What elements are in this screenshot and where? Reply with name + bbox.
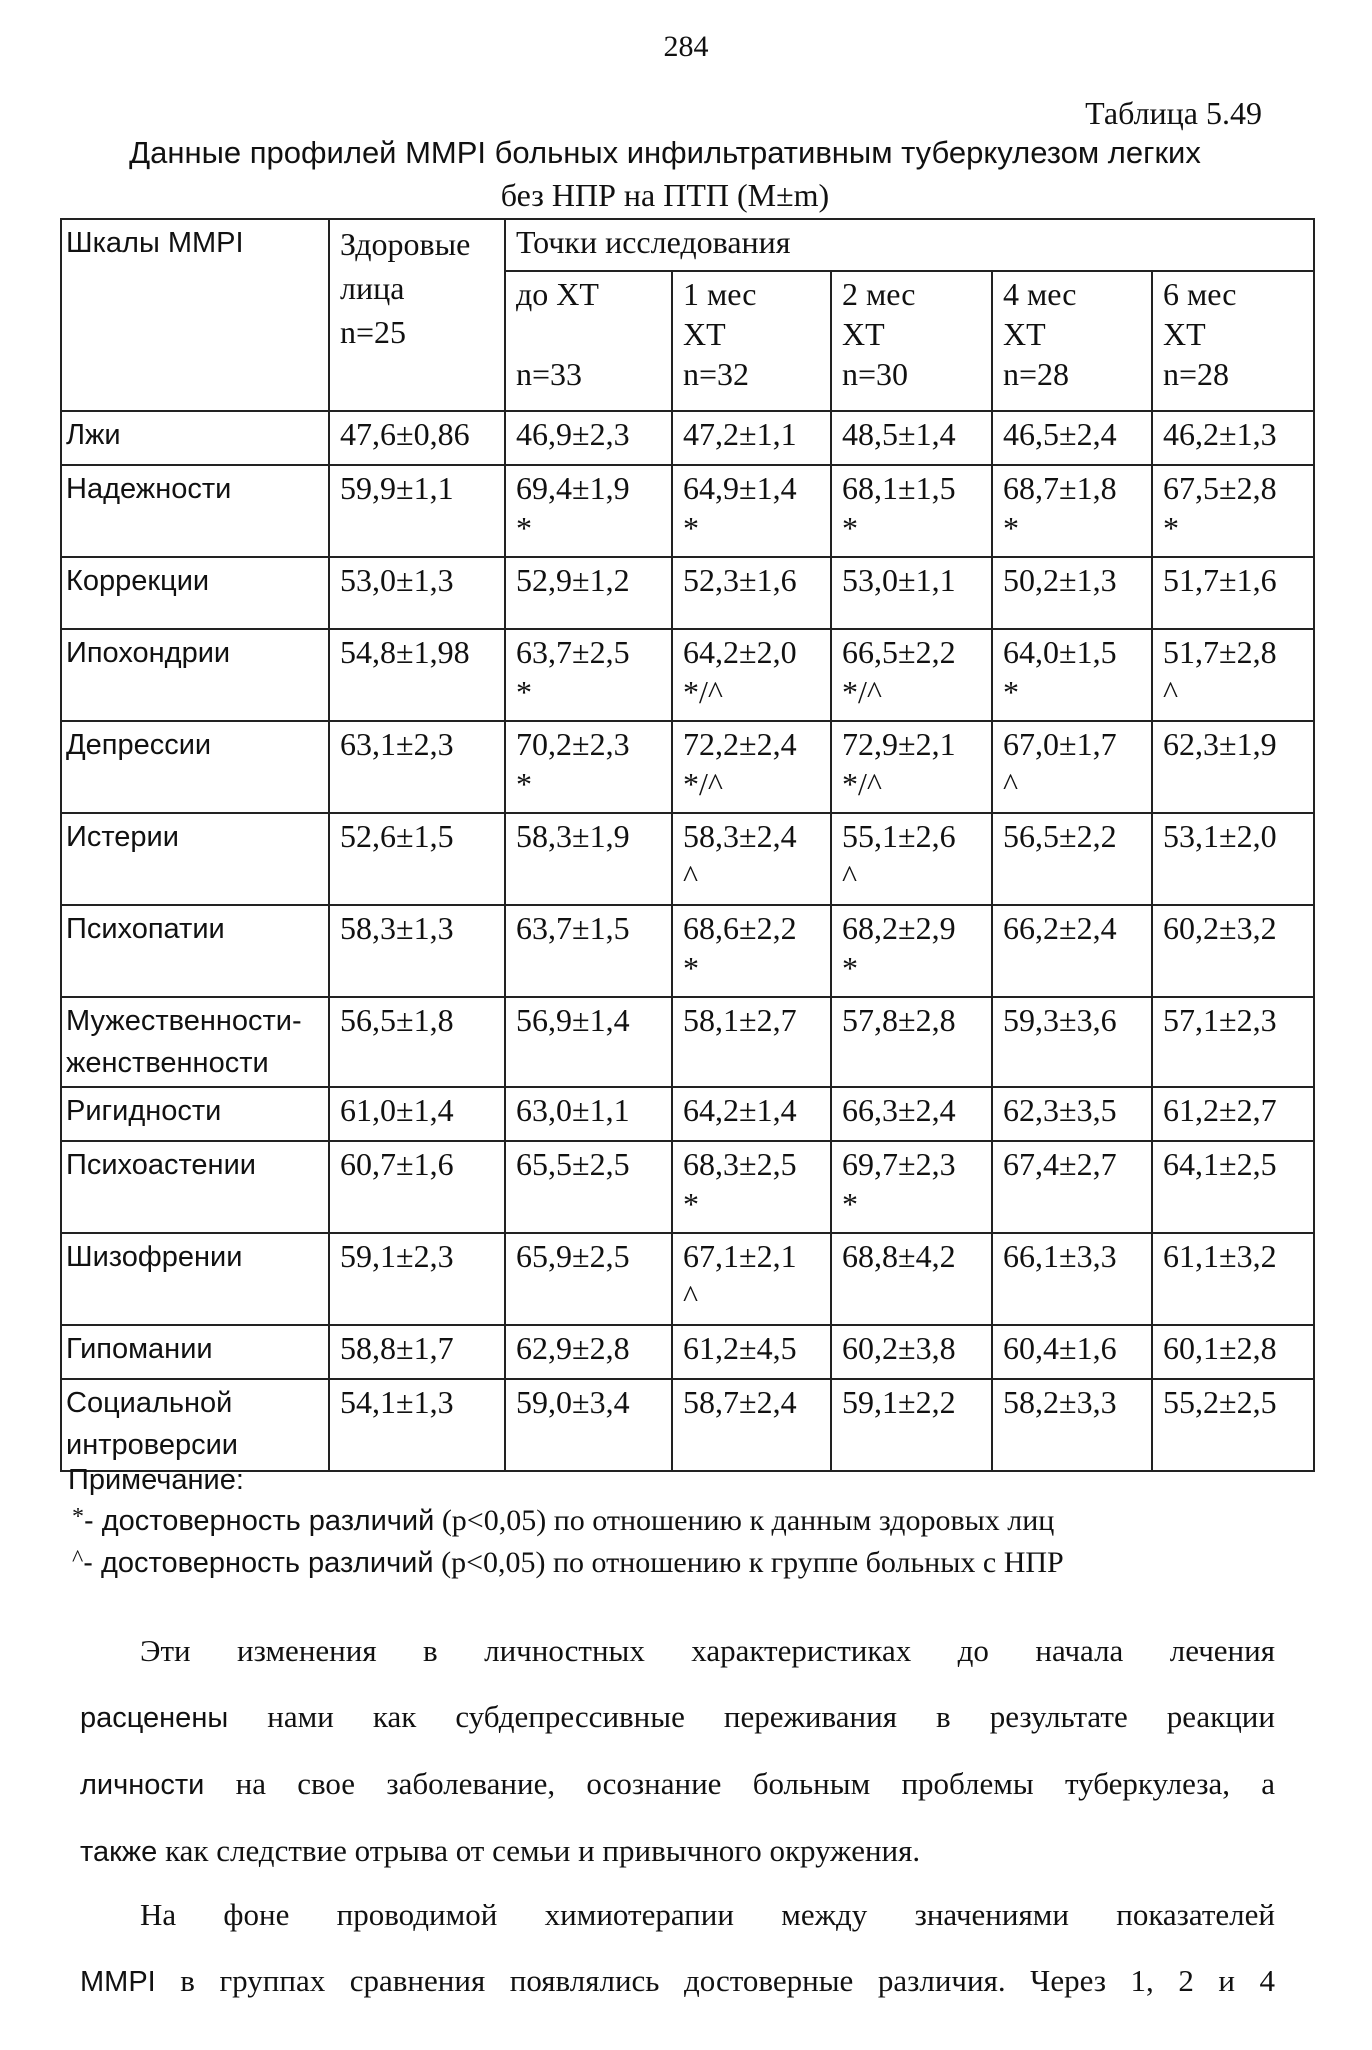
table-cell — [831, 1379, 992, 1471]
cell-value: 59,3±3,6 — [1003, 1002, 1117, 1038]
header-col-1m-label — [683, 274, 822, 314]
table-cell — [329, 905, 505, 997]
table-cell — [831, 557, 992, 629]
table-cell — [672, 813, 831, 905]
p2-word-b: MMPI — [80, 1966, 156, 1998]
table-cell — [1152, 1325, 1314, 1379]
table-cell — [329, 629, 505, 721]
table-cell — [992, 721, 1152, 813]
cell-value: 54,8±1,98 — [340, 634, 470, 670]
table-cell — [505, 465, 672, 557]
note-mark-asterisk: * — [72, 1504, 84, 1530]
table-cell — [505, 1325, 672, 1379]
table-row — [61, 813, 1314, 905]
cell-value: 65,5±2,5 — [516, 1146, 630, 1182]
header-col-4m-n: n=28 — [1003, 356, 1070, 392]
table-cell — [505, 557, 672, 629]
table-cell — [505, 1233, 672, 1325]
mmpi-table — [60, 218, 1315, 1472]
cell-value: 66,5±2,2 — [842, 634, 956, 670]
cell-value: 51,7±1,6 — [1163, 562, 1277, 598]
cell-value: 60,1±2,8 — [1163, 1330, 1277, 1366]
row-label: Коррекции — [61, 557, 329, 629]
row-label: Лжи — [61, 411, 329, 465]
cell-value: 60,7±1,6 — [340, 1146, 454, 1182]
cell-significance-mark: * — [516, 674, 532, 710]
table-cell — [672, 411, 831, 465]
cell-significance-mark: * — [842, 510, 858, 546]
cell-value: 68,7±1,8 — [1003, 470, 1117, 506]
table-cell — [672, 1141, 831, 1233]
cell-significance-mark: * — [683, 950, 699, 986]
p2-line-a — [80, 1882, 1275, 1948]
cell-value: 64,9±1,4 — [683, 470, 797, 506]
cell-significance-mark: */^ — [842, 766, 882, 802]
cell-significance-mark: * — [516, 510, 532, 546]
table-cell — [831, 1141, 992, 1233]
header-col-2m-label2: ХТ — [842, 316, 885, 352]
note-line-2-dash: - достоверность различий — [83, 1547, 434, 1579]
note-line-2 — [72, 1546, 1064, 1580]
p1-text-c: на свое заболевание, осознание больным проблемы туберкулеза, а — [235, 1766, 1275, 1801]
cell-value: 47,6±0,86 — [340, 416, 470, 452]
cell-value: 56,9±1,4 — [516, 1002, 630, 1038]
table-cell — [992, 1325, 1152, 1379]
table-cell — [672, 1379, 831, 1471]
note-line-1-dash: - достоверность различий — [84, 1505, 435, 1537]
table-row — [61, 1141, 1314, 1233]
table-row — [61, 465, 1314, 557]
cell-value: 55,1±2,6 — [842, 818, 956, 854]
table-row — [61, 1379, 1314, 1471]
row-label: Депрессии — [61, 721, 329, 813]
table-cell — [505, 629, 672, 721]
table-title-line2: без НПР на ПТП (M±m) — [500, 177, 830, 213]
table-row — [61, 557, 1314, 629]
table-cell — [672, 629, 831, 721]
paragraph-2 — [80, 1882, 1275, 2015]
table-title — [40, 132, 1290, 216]
table-cell — [672, 465, 831, 557]
table-cell — [1152, 1233, 1314, 1325]
header-col-1m-label1: 1 мес — [683, 276, 757, 312]
table-header-row — [61, 219, 1314, 271]
table-cell — [672, 1087, 831, 1141]
table-cell — [831, 905, 992, 997]
table-cell — [329, 1325, 505, 1379]
cell-value: 46,9±2,3 — [516, 416, 630, 452]
cell-value: 59,1±2,3 — [340, 1238, 454, 1274]
header-col-6m-label1: 6 мес — [1163, 276, 1237, 312]
table-cell — [505, 721, 672, 813]
table-cell — [1152, 411, 1314, 465]
table-cell — [672, 1325, 831, 1379]
cell-value: 64,2±2,0 — [683, 634, 797, 670]
row-label: Истерии — [61, 813, 329, 905]
cell-value: 68,6±2,2 — [683, 910, 797, 946]
table-cell — [1152, 997, 1314, 1087]
cell-value: 67,4±2,7 — [1003, 1146, 1117, 1182]
table-cell — [992, 465, 1152, 557]
p1-line-a — [80, 1618, 1275, 1684]
cell-value: 66,1±3,3 — [1003, 1238, 1117, 1274]
cell-value: 58,8±1,7 — [340, 1330, 454, 1366]
p1-line-d — [80, 1818, 1275, 1885]
table-cell — [505, 1379, 672, 1471]
cell-significance-mark: ^ — [1163, 674, 1179, 710]
cell-value: 58,3±1,9 — [516, 818, 630, 854]
cell-value: 72,9±2,1 — [842, 726, 956, 762]
header-col-before-label: до ХТ — [516, 276, 599, 312]
header-col-6m-label2: ХТ — [1163, 316, 1206, 352]
header-healthy-2: лица — [340, 270, 405, 306]
header-col-1m-n: n=32 — [683, 356, 750, 392]
header-col-before — [505, 271, 672, 411]
row-label: Мужественности-женственности — [61, 997, 329, 1087]
p1-line-c — [80, 1751, 1275, 1818]
p1-text-d: как следствие отрыва от семьи и привычного окружения. — [165, 1833, 921, 1868]
cell-significance-mark: ^ — [842, 858, 858, 894]
table-cell — [831, 721, 992, 813]
cell-value: 66,3±2,4 — [842, 1092, 956, 1128]
table-cell — [992, 1141, 1152, 1233]
page-number: 284 — [663, 30, 709, 63]
cell-value: 53,0±1,1 — [842, 562, 956, 598]
row-label: Ипохондрии — [61, 629, 329, 721]
table-cell — [1152, 1141, 1314, 1233]
table-cell — [672, 905, 831, 997]
header-healthy-1: Здоровые — [340, 226, 471, 262]
cell-significance-mark: ^ — [683, 858, 699, 894]
table-cell — [505, 1087, 672, 1141]
p1-word-b: расценены — [80, 1702, 229, 1734]
table-title-line1: Данные профилей MMPI больных инфильтративным туберкулезом легких — [129, 135, 1201, 170]
header-col-2m-label1: 2 мес — [842, 276, 916, 312]
cell-value: 57,8±2,8 — [842, 1002, 956, 1038]
table-cell — [992, 997, 1152, 1087]
header-col-6m-n: n=28 — [1163, 356, 1230, 392]
table-cell — [992, 1379, 1152, 1471]
cell-significance-mark: * — [842, 1186, 858, 1222]
table-cell — [1152, 629, 1314, 721]
cell-value: 56,5±1,8 — [340, 1002, 454, 1038]
table-cell — [672, 997, 831, 1087]
cell-value: 58,3±1,3 — [340, 910, 454, 946]
table-cell — [1152, 721, 1314, 813]
p1-line-b — [80, 1684, 1275, 1751]
table-cell — [329, 411, 505, 465]
note-title: Примечание: — [68, 1464, 244, 1496]
row-label: Надежности — [61, 465, 329, 557]
cell-significance-mark: * — [1163, 510, 1179, 546]
p1-text-a: Эти изменения в личностных характеристиках до начала лечения — [140, 1633, 1275, 1668]
cell-value: 70,2±2,3 — [516, 726, 630, 762]
table-cell — [992, 557, 1152, 629]
table-cell — [992, 411, 1152, 465]
cell-value: 50,2±1,3 — [1003, 562, 1117, 598]
table-cell — [992, 1087, 1152, 1141]
table-cell — [329, 1379, 505, 1471]
cell-value: 59,9±1,1 — [340, 470, 454, 506]
cell-value: 72,2±2,4 — [683, 726, 797, 762]
cell-value: 58,1±2,7 — [683, 1002, 797, 1038]
cell-value: 52,3±1,6 — [683, 562, 797, 598]
cell-value: 59,0±3,4 — [516, 1384, 630, 1420]
cell-value: 61,1±3,2 — [1163, 1238, 1277, 1274]
cell-significance-mark: */^ — [683, 674, 723, 710]
table-number: Таблица 5.49 — [1085, 95, 1262, 131]
table-cell — [831, 1325, 992, 1379]
header-col-1m — [672, 271, 831, 411]
cell-value: 61,2±2,7 — [1163, 1092, 1277, 1128]
cell-value: 58,3±2,4 — [683, 818, 797, 854]
p2-text-a: На фоне проводимой химиотерапии между значениями показателей — [140, 1897, 1275, 1932]
table-cell — [831, 813, 992, 905]
table-row — [61, 1233, 1314, 1325]
cell-value: 64,0±1,5 — [1003, 634, 1117, 670]
cell-value: 56,5±2,2 — [1003, 818, 1117, 854]
cell-value: 57,1±2,3 — [1163, 1002, 1277, 1038]
cell-significance-mark: ^ — [1003, 766, 1019, 802]
cell-significance-mark: * — [516, 766, 532, 802]
cell-significance-mark: ^ — [683, 1278, 699, 1314]
table-row — [61, 1087, 1314, 1141]
header-col-before-n: n=33 — [516, 356, 583, 392]
table-cell — [329, 997, 505, 1087]
cell-significance-mark: */^ — [842, 674, 882, 710]
table-cell — [831, 629, 992, 721]
table-row — [61, 629, 1314, 721]
cell-value: 54,1±1,3 — [340, 1384, 454, 1420]
table-cell — [831, 997, 992, 1087]
p2-text-b: в группах сравнения появлялись достоверные различия. Через 1, 2 и 4 — [180, 1963, 1276, 1998]
p1-word-c: личности — [80, 1769, 205, 1801]
row-label: Социальной интроверсии — [61, 1379, 329, 1471]
cell-value: 52,6±1,5 — [340, 818, 454, 854]
cell-value: 58,2±3,3 — [1003, 1384, 1117, 1420]
cell-value: 63,7±1,5 — [516, 910, 630, 946]
cell-value: 59,1±2,2 — [842, 1384, 956, 1420]
header-col-4m-label1: 4 мес — [1003, 276, 1077, 312]
table-row — [61, 905, 1314, 997]
table-cell — [992, 1233, 1152, 1325]
table-cell — [505, 1141, 672, 1233]
cell-value: 61,0±1,4 — [340, 1092, 454, 1128]
cell-significance-mark: * — [683, 1186, 699, 1222]
table-row — [61, 411, 1314, 465]
cell-value: 51,7±2,8 — [1163, 634, 1277, 670]
cell-value: 53,1±2,0 — [1163, 818, 1277, 854]
table-cell — [1152, 813, 1314, 905]
cell-value: 52,9±1,2 — [516, 562, 630, 598]
cell-value: 67,0±1,7 — [1003, 726, 1117, 762]
cell-value: 62,9±2,8 — [516, 1330, 630, 1366]
cell-significance-mark: */^ — [683, 766, 723, 802]
p1-text-b: нами как субдепрессивные переживания в результате реакции — [267, 1699, 1275, 1734]
cell-significance-mark: * — [1003, 510, 1019, 546]
row-label: Психопатии — [61, 905, 329, 997]
cell-value: 68,8±4,2 — [842, 1238, 956, 1274]
table-cell — [672, 721, 831, 813]
note-mark-caret: ^ — [72, 1546, 84, 1572]
table-cell — [329, 813, 505, 905]
table-cell — [992, 629, 1152, 721]
table-cell — [831, 1233, 992, 1325]
table-cell — [1152, 465, 1314, 557]
row-label: Психоастении — [61, 1141, 329, 1233]
header-points: Точки исследования — [505, 219, 1314, 271]
table-row — [61, 1325, 1314, 1379]
table-cell — [505, 813, 672, 905]
table-cell — [505, 411, 672, 465]
cell-value: 46,5±2,4 — [1003, 416, 1117, 452]
table-cell — [992, 905, 1152, 997]
table-cell — [329, 721, 505, 813]
cell-value: 68,3±2,5 — [683, 1146, 797, 1182]
row-label: Ригидности — [61, 1087, 329, 1141]
cell-value: 63,1±2,3 — [340, 726, 454, 762]
cell-value: 63,0±1,1 — [516, 1092, 630, 1128]
cell-value: 64,2±1,4 — [683, 1092, 797, 1128]
cell-value: 67,5±2,8 — [1163, 470, 1277, 506]
header-col-4m — [992, 271, 1152, 411]
cell-value: 65,9±2,5 — [516, 1238, 630, 1274]
table-cell — [1152, 905, 1314, 997]
header-healthy — [329, 219, 505, 411]
table-cell — [1152, 557, 1314, 629]
cell-significance-mark: * — [842, 950, 858, 986]
row-label: Гипомании — [61, 1325, 329, 1379]
cell-value: 48,5±1,4 — [842, 416, 956, 452]
paragraph-1 — [80, 1618, 1275, 1885]
cell-value: 58,7±2,4 — [683, 1384, 797, 1420]
cell-value: 62,3±1,9 — [1163, 726, 1277, 762]
cell-value: 63,7±2,5 — [516, 634, 630, 670]
table-cell — [329, 557, 505, 629]
table-cell — [329, 1087, 505, 1141]
note-line-1-text: (p<0,05) по отношению к данным здоровых лиц — [441, 1504, 1055, 1537]
table-row — [61, 721, 1314, 813]
cell-value: 53,0±1,3 — [340, 562, 454, 598]
cell-value: 61,2±4,5 — [683, 1330, 797, 1366]
p2-line-b — [80, 1948, 1275, 2015]
cell-significance-mark: * — [1003, 674, 1019, 710]
table-cell — [1152, 1379, 1314, 1471]
table-cell — [329, 465, 505, 557]
table-cell — [831, 1087, 992, 1141]
p1-word-d: также — [80, 1836, 158, 1868]
table-cell — [992, 813, 1152, 905]
cell-value: 66,2±2,4 — [1003, 910, 1117, 946]
cell-value: 69,7±2,3 — [842, 1146, 956, 1182]
cell-value: 67,1±2,1 — [683, 1238, 797, 1274]
cell-value: 64,1±2,5 — [1163, 1146, 1277, 1182]
header-col-4m-label2: ХТ — [1003, 316, 1046, 352]
table-cell — [672, 1233, 831, 1325]
table-cell — [1152, 1087, 1314, 1141]
cell-value: 46,2±1,3 — [1163, 416, 1277, 452]
cell-value: 47,2±1,1 — [683, 416, 797, 452]
note-line-1 — [72, 1504, 1054, 1538]
note-line-2-text: (p<0,05) по отношению к группе больных с НПР — [441, 1546, 1064, 1579]
cell-value: 68,1±1,5 — [842, 470, 956, 506]
table-cell — [329, 1141, 505, 1233]
cell-value: 60,4±1,6 — [1003, 1330, 1117, 1366]
header-scales: Шкалы MMPI — [61, 219, 329, 411]
table-cell — [831, 411, 992, 465]
cell-significance-mark: * — [683, 510, 699, 546]
row-label: Шизофрении — [61, 1233, 329, 1325]
table-cell — [831, 465, 992, 557]
table-cell — [672, 557, 831, 629]
table-cell — [505, 997, 672, 1087]
cell-value: 60,2±3,8 — [842, 1330, 956, 1366]
cell-value: 69,4±1,9 — [516, 470, 630, 506]
header-col-2m-n: n=30 — [842, 356, 909, 392]
header-col-2m — [831, 271, 992, 411]
table-cell — [505, 905, 672, 997]
table-cell — [329, 1233, 505, 1325]
cell-value: 62,3±3,5 — [1003, 1092, 1117, 1128]
table-row — [61, 997, 1314, 1087]
header-healthy-3: n=25 — [340, 314, 407, 350]
cell-value: 55,2±2,5 — [1163, 1384, 1277, 1420]
header-col-1m-label2: ХТ — [683, 316, 726, 352]
cell-value: 60,2±3,2 — [1163, 910, 1277, 946]
header-col-6m — [1152, 271, 1314, 411]
cell-value: 68,2±2,9 — [842, 910, 956, 946]
